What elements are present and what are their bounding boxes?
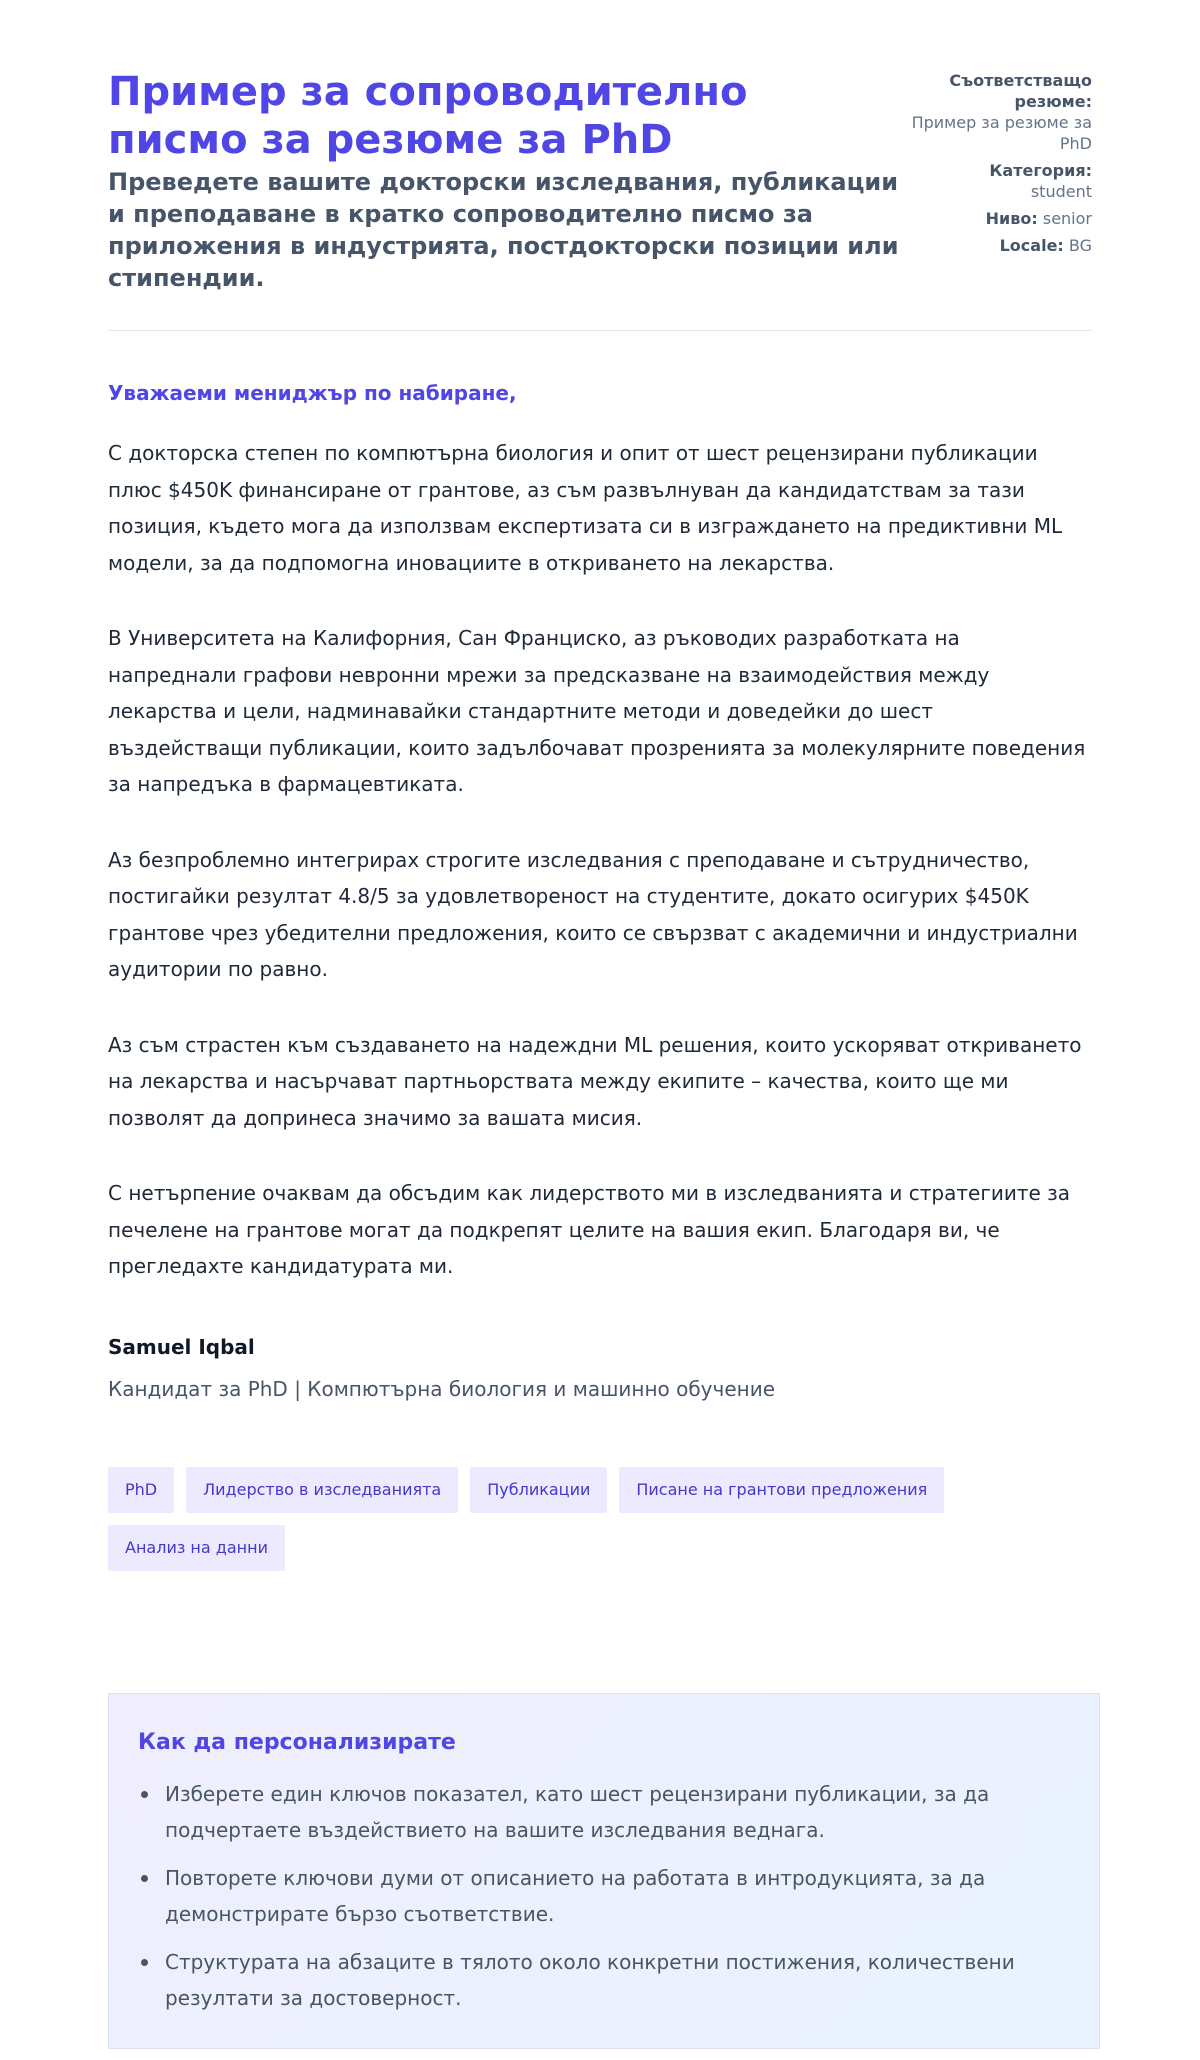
- tips-item: Изберете един ключов показател, като шест рецензирани публикации, за да подчертаете въздействието на вашите изследвания веднага.: [138, 1776, 1070, 1848]
- meta-level-value: senior: [1042, 209, 1092, 228]
- meta-level-label: Ниво:: [985, 209, 1038, 228]
- tag-list: [108, 1467, 1108, 1571]
- signature-name: Samuel Iqbal: [108, 1334, 255, 1359]
- header-main: [108, 68, 899, 294]
- meta-level: [899, 208, 1092, 229]
- meta-locale-label: Locale:: [999, 236, 1064, 255]
- page-subtitle: Преведете вашите докторски изследвания, публикации и преподаване в кратко сопроводително писмо за приложения в индустрията, постдокторски позиции или стипендии.: [108, 168, 899, 292]
- letter-paragraph: Аз безпроблемно интегрирах строгите изследвания с преподаване и сътрудничество, постигайки резултат 4.8/5 за удовлетвореност на студентите, докато осигурих $450K грантове чрез убедителни предложения, които се свързват с академични и индустриални аудитории по равно.: [108, 847, 1078, 981]
- meta-resume: [899, 70, 1092, 154]
- meta-panel: [899, 68, 1092, 262]
- meta-category-value: student: [1030, 182, 1092, 201]
- tag-chip[interactable]: Публикации: [470, 1467, 607, 1513]
- meta-locale: [899, 235, 1092, 256]
- tips-title: Как да персонализирате: [138, 1729, 456, 1755]
- tag-chip[interactable]: PhD: [108, 1467, 174, 1513]
- tips-item: Повторете ключови думи от описанието на работата в интродукцията, за да демонстрирате бързо съответствие.: [138, 1860, 1070, 1932]
- cover-letter: [108, 379, 1092, 1403]
- signature-block: [108, 1333, 1092, 1403]
- letter-paragraph: С докторска степен по компютърна биология и опит от шест рецензирани публикации плюс $450K финансиране от грантове, аз съм развълнуван да кандидатствам за тази позиция, където мога да използвам експертизата си в изграждането на предиктивни ML модели, за да подпомогна иновациите в откриването на лекарства.: [108, 441, 1063, 575]
- letter-paragraph: Аз съм страстен към създаването на надеждни ML решения, които ускоряват откриването на лекарства и насърчават партньорствата между екипите – качества, които ще ми позволят да допринеса значимо за вашата мисия.: [108, 1032, 1082, 1130]
- meta-resume-label: Съответстващо резюме:: [949, 71, 1092, 111]
- meta-category: [899, 160, 1092, 202]
- meta-locale-value: BG: [1068, 236, 1092, 255]
- tips-list: [138, 1776, 1070, 2016]
- document-header: [108, 68, 1092, 331]
- meta-category-label: Категория:: [989, 161, 1092, 180]
- page-title: Пример за сопроводително писмо за резюме за PhD: [108, 69, 748, 163]
- letter-greeting: Уважаеми мениджър по набиране,: [108, 381, 517, 405]
- letter-paragraph: С нетърпение очаквам да обсъдим как лидерството ми в изследванията и стратегиите за печелене на грантове могат да подкрепят целите на вашия екип. Благодаря ви, че прегледахте кандидатурата ми.: [108, 1181, 1071, 1278]
- signature-title: Кандидат за PhD | Компютърна биология и машинно обучение: [108, 1376, 776, 1401]
- letter-paragraph: В Университета на Калифорния, Сан Франциско, аз ръководих разработката на напреднали графови невронни мрежи за предсказване на взаимодействия между лекарства и цели, надминавайки стандартните методи и доведейки до шест въздействащи публикации, които задълбочават прозренията за молекулярните поведения за напредъка в фармацевтиката.: [108, 626, 1086, 796]
- tag-chip[interactable]: Анализ на данни: [108, 1525, 285, 1571]
- meta-resume-value: Пример за резюме за PhD: [911, 113, 1092, 153]
- tag-chip[interactable]: Лидерство в изследванията: [186, 1467, 458, 1513]
- tag-chip[interactable]: Писане на грантови предложения: [619, 1467, 944, 1513]
- tips-item: Структурата на абзаците в тялото около конкретни постижения, количествени резултати за достоверност.: [138, 1944, 1070, 2016]
- customize-tips-box: [108, 1693, 1100, 2049]
- letter-body: [108, 435, 1092, 1285]
